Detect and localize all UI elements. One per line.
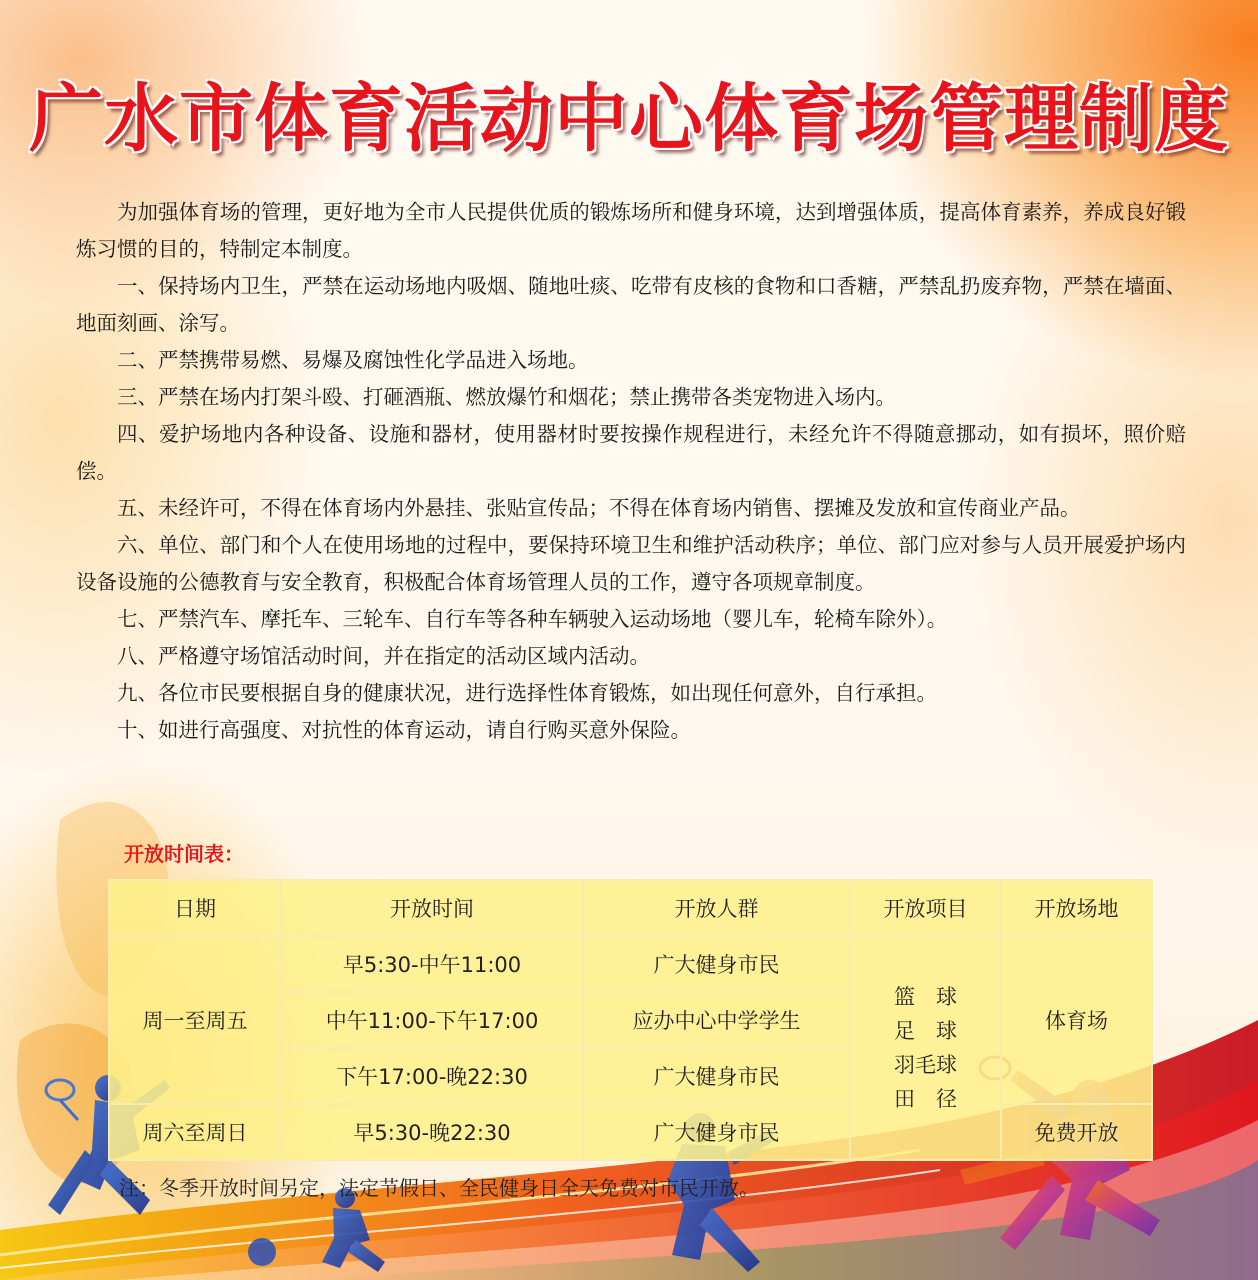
header-date: 日期 xyxy=(109,880,281,936)
header-time: 开放时间 xyxy=(281,880,583,936)
rule-2: 二、严禁携带易燃、易爆及腐蚀性化学品进入场地。 xyxy=(117,348,589,372)
project-item: 田 径 xyxy=(894,1087,957,1111)
venue-cell: 体育场 xyxy=(1001,936,1152,1104)
header-venue: 开放场地 xyxy=(1001,880,1152,936)
crowd-cell: 广大健身市民 xyxy=(583,1048,850,1104)
schedule-heading: 开放时间表： xyxy=(124,842,244,866)
crowd-cell: 广大健身市民 xyxy=(583,936,850,992)
weekend-cell: 周六至周日 xyxy=(109,1104,281,1160)
time-cell: 早5:30-中午11:00 xyxy=(281,936,583,992)
weekday-cell: 周一至周五 xyxy=(109,936,281,1104)
header-projects: 开放项目 xyxy=(850,880,1001,936)
table-row xyxy=(109,936,1152,992)
crowd-cell: 广大健身市民 xyxy=(583,1104,850,1160)
time-cell: 早5:30-晚22:30 xyxy=(281,1104,583,1160)
project-item: 足 球 xyxy=(894,1019,957,1043)
project-item: 篮 球 xyxy=(894,985,957,1009)
rule-1: 一、保持场内卫生，严禁在运动场地内吸烟、随地吐痰、吃带有皮核的食物和口香糖，严禁乱扔废弃物，严禁在墙面、地面刻画、涂写。 xyxy=(76,274,1186,335)
table-header-row xyxy=(109,880,1152,936)
fee-cell: 免费开放 xyxy=(1001,1104,1152,1160)
regulation-text xyxy=(76,194,1186,749)
time-cell: 中午11:00-下午17:00 xyxy=(281,992,583,1048)
projects-cell xyxy=(850,936,1001,1160)
intro-paragraph: 为加强体育场的管理，更好地为全市人民提供优质的锻炼场所和健身环境，达到增强体质，提高体育素养，养成良好锻炼习惯的目的，特制定本制度。 xyxy=(76,200,1186,261)
rule-3: 三、严禁在场内打架斗殴、打砸酒瓶、燃放爆竹和烟花；禁止携带各类宠物进入场内。 xyxy=(117,385,896,409)
page-title: 广水市体育活动中心体育场管理制度 xyxy=(29,76,1229,162)
rule-8: 八、严格遵守场馆活动时间，并在指定的活动区域内活动。 xyxy=(117,644,650,668)
rule-4: 四、爱护场地内各种设备、设施和器材，使用器材时要按操作规程进行，未经允许不得随意挪动，如有损坏，照价赔偿。 xyxy=(76,422,1186,483)
opening-schedule-table xyxy=(108,879,1153,1161)
rule-6: 六、单位、部门和个人在使用场地的过程中，要保持环境卫生和维护活动秩序；单位、部门应对参与人员开展爱护场内设备设施的公德教育与安全教育，积极配合体育场管理人员的工作，遵守各项规章制度。 xyxy=(76,533,1186,594)
footnote: 注：冬季开放时间另定，法定节假日、全民健身日全天免费对市民开放。 xyxy=(119,1176,759,1200)
crowd-cell: 应办中心中学学生 xyxy=(583,992,850,1048)
project-item: 羽毛球 xyxy=(894,1053,957,1077)
rule-7: 七、严禁汽车、摩托车、三轮车、自行车等各种车辆驶入运动场地（婴儿车，轮椅车除外）。 xyxy=(117,607,948,631)
rule-5: 五、未经许可，不得在体育场内外悬挂、张贴宣传品；不得在体育场内销售、摆摊及发放和宣传商业产品。 xyxy=(117,496,1081,520)
rule-10: 十、如进行高强度、对抗性的体育运动，请自行购买意外保险。 xyxy=(117,718,691,742)
header-crowd: 开放人群 xyxy=(583,880,850,936)
time-cell: 下午17:00-晚22:30 xyxy=(281,1048,583,1104)
rule-9: 九、各位市民要根据自身的健康状况，进行选择性体育锻炼，如出现任何意外，自行承担。 xyxy=(117,681,937,705)
